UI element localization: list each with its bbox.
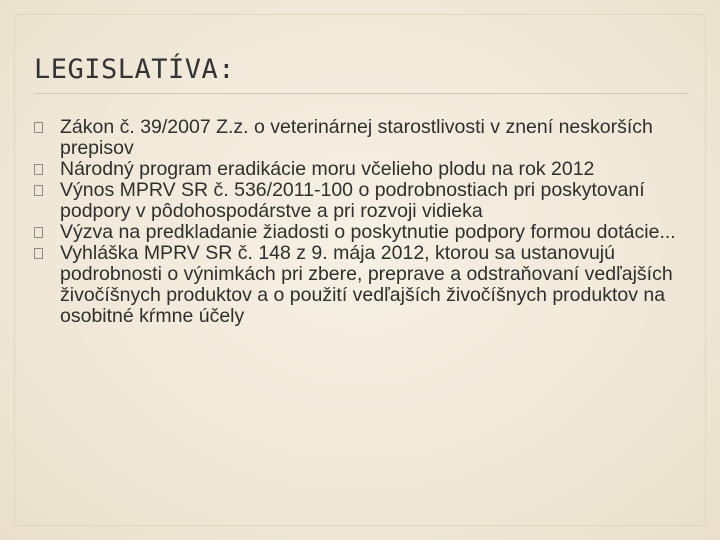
list-item <box>34 222 710 243</box>
empty-square-bullet-icon <box>34 164 43 175</box>
bullet-text: Národný program eradikácie moru včelieho plodu na rok 2012 <box>60 158 595 180</box>
bullet-list <box>34 117 710 327</box>
empty-square-bullet-icon <box>34 185 43 196</box>
bullet-text: Vyhláška MPRV SR č. 148 z 9. mája 2012, ktorou sa ustanovujú podrobnosti o výnimkách pri zbere, preprave a odstraňovaní vedľajších živočíšnych produktov a o použití vedľajších živočíšnych produktov na osobitné kŕmne účely <box>60 242 673 327</box>
empty-square-bullet-icon <box>34 122 43 133</box>
bullet-text: Zákon č. 39/2007 Z.z. o veterinárnej starostlivosti v znení neskorších prepisov <box>60 116 653 159</box>
list-item <box>34 243 710 327</box>
bullet-text: Výzva na predkladanie žiadosti o poskytnutie podpory formou dotácie... <box>60 221 676 243</box>
title-underline <box>34 93 688 94</box>
bullet-text: Výnos MPRV SR č. 536/2011-100 o podrobnostiach pri poskytovaní podpory v pôdohospodárstve a pri rozvoji vidieka <box>60 179 645 222</box>
list-item <box>34 180 710 222</box>
empty-square-bullet-icon <box>34 227 43 238</box>
empty-square-bullet-icon <box>34 248 43 259</box>
slide-title: LEGISLATÍVA: <box>34 54 236 85</box>
list-item <box>34 117 710 159</box>
list-item <box>34 159 710 180</box>
